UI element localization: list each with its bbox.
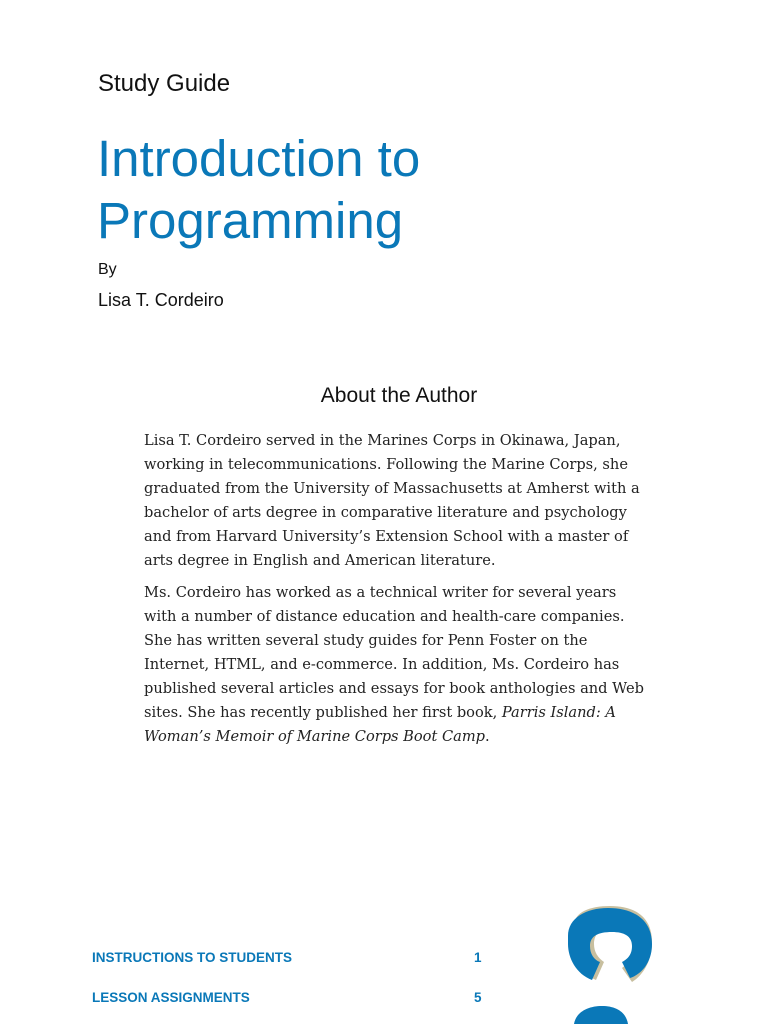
document-title: Introduction to Programming <box>97 130 421 249</box>
bio-paragraph-1: Lisa T. Cordeiro served in the Marines Corps in Okinawa, Japan, working in telecommunications. Following the Marine Corps, she graduated from the University of Massachusetts at Amherst with a bachelor of arts degree in comparative literature and psychology and from Harvard University’s Extension School with a master of arts degree in English and American literature. <box>144 432 640 569</box>
logo-main-shape <box>568 908 652 980</box>
by-label: By <box>98 261 117 278</box>
toc-entry-page: 5 <box>474 990 482 1005</box>
toc-entry-label: LESSON ASSIGNMENTS <box>92 990 250 1005</box>
bio-paragraph-2-end: . <box>485 728 490 745</box>
document-eyebrow: Study Guide <box>98 70 231 97</box>
author-name: Lisa T. Cordeiro <box>98 290 224 310</box>
logo-lower-shape <box>574 1006 628 1024</box>
toc-entry-page: 1 <box>474 950 482 965</box>
toc-entry-instructions[interactable] <box>92 946 492 986</box>
bio-paragraph-2-text: Ms. Cordeiro has worked as a technical writer for several years with a number of distance education and health-care companies. She has written several study guides for Penn Foster on the Internet, HTML, and e-commerce. In addition, Ms. Cordeiro has published several articles and essays for book anthologies and Web sites. She has recently published her first book, <box>144 584 644 721</box>
about-author-heading: About the Author <box>320 384 478 407</box>
book-title: Parris Island: A Woman’s Memoir of Marine Corps Boot Camp <box>144 704 616 745</box>
bio-paragraph-2 <box>144 581 649 749</box>
author-bio <box>144 429 649 757</box>
toc-entry-label: INSTRUCTIONS TO STUDENTS <box>92 950 293 965</box>
table-of-contents <box>92 946 492 1026</box>
toc-entry-lesson-assignments[interactable] <box>92 986 492 1026</box>
publisher-logo-icon <box>560 900 670 1024</box>
